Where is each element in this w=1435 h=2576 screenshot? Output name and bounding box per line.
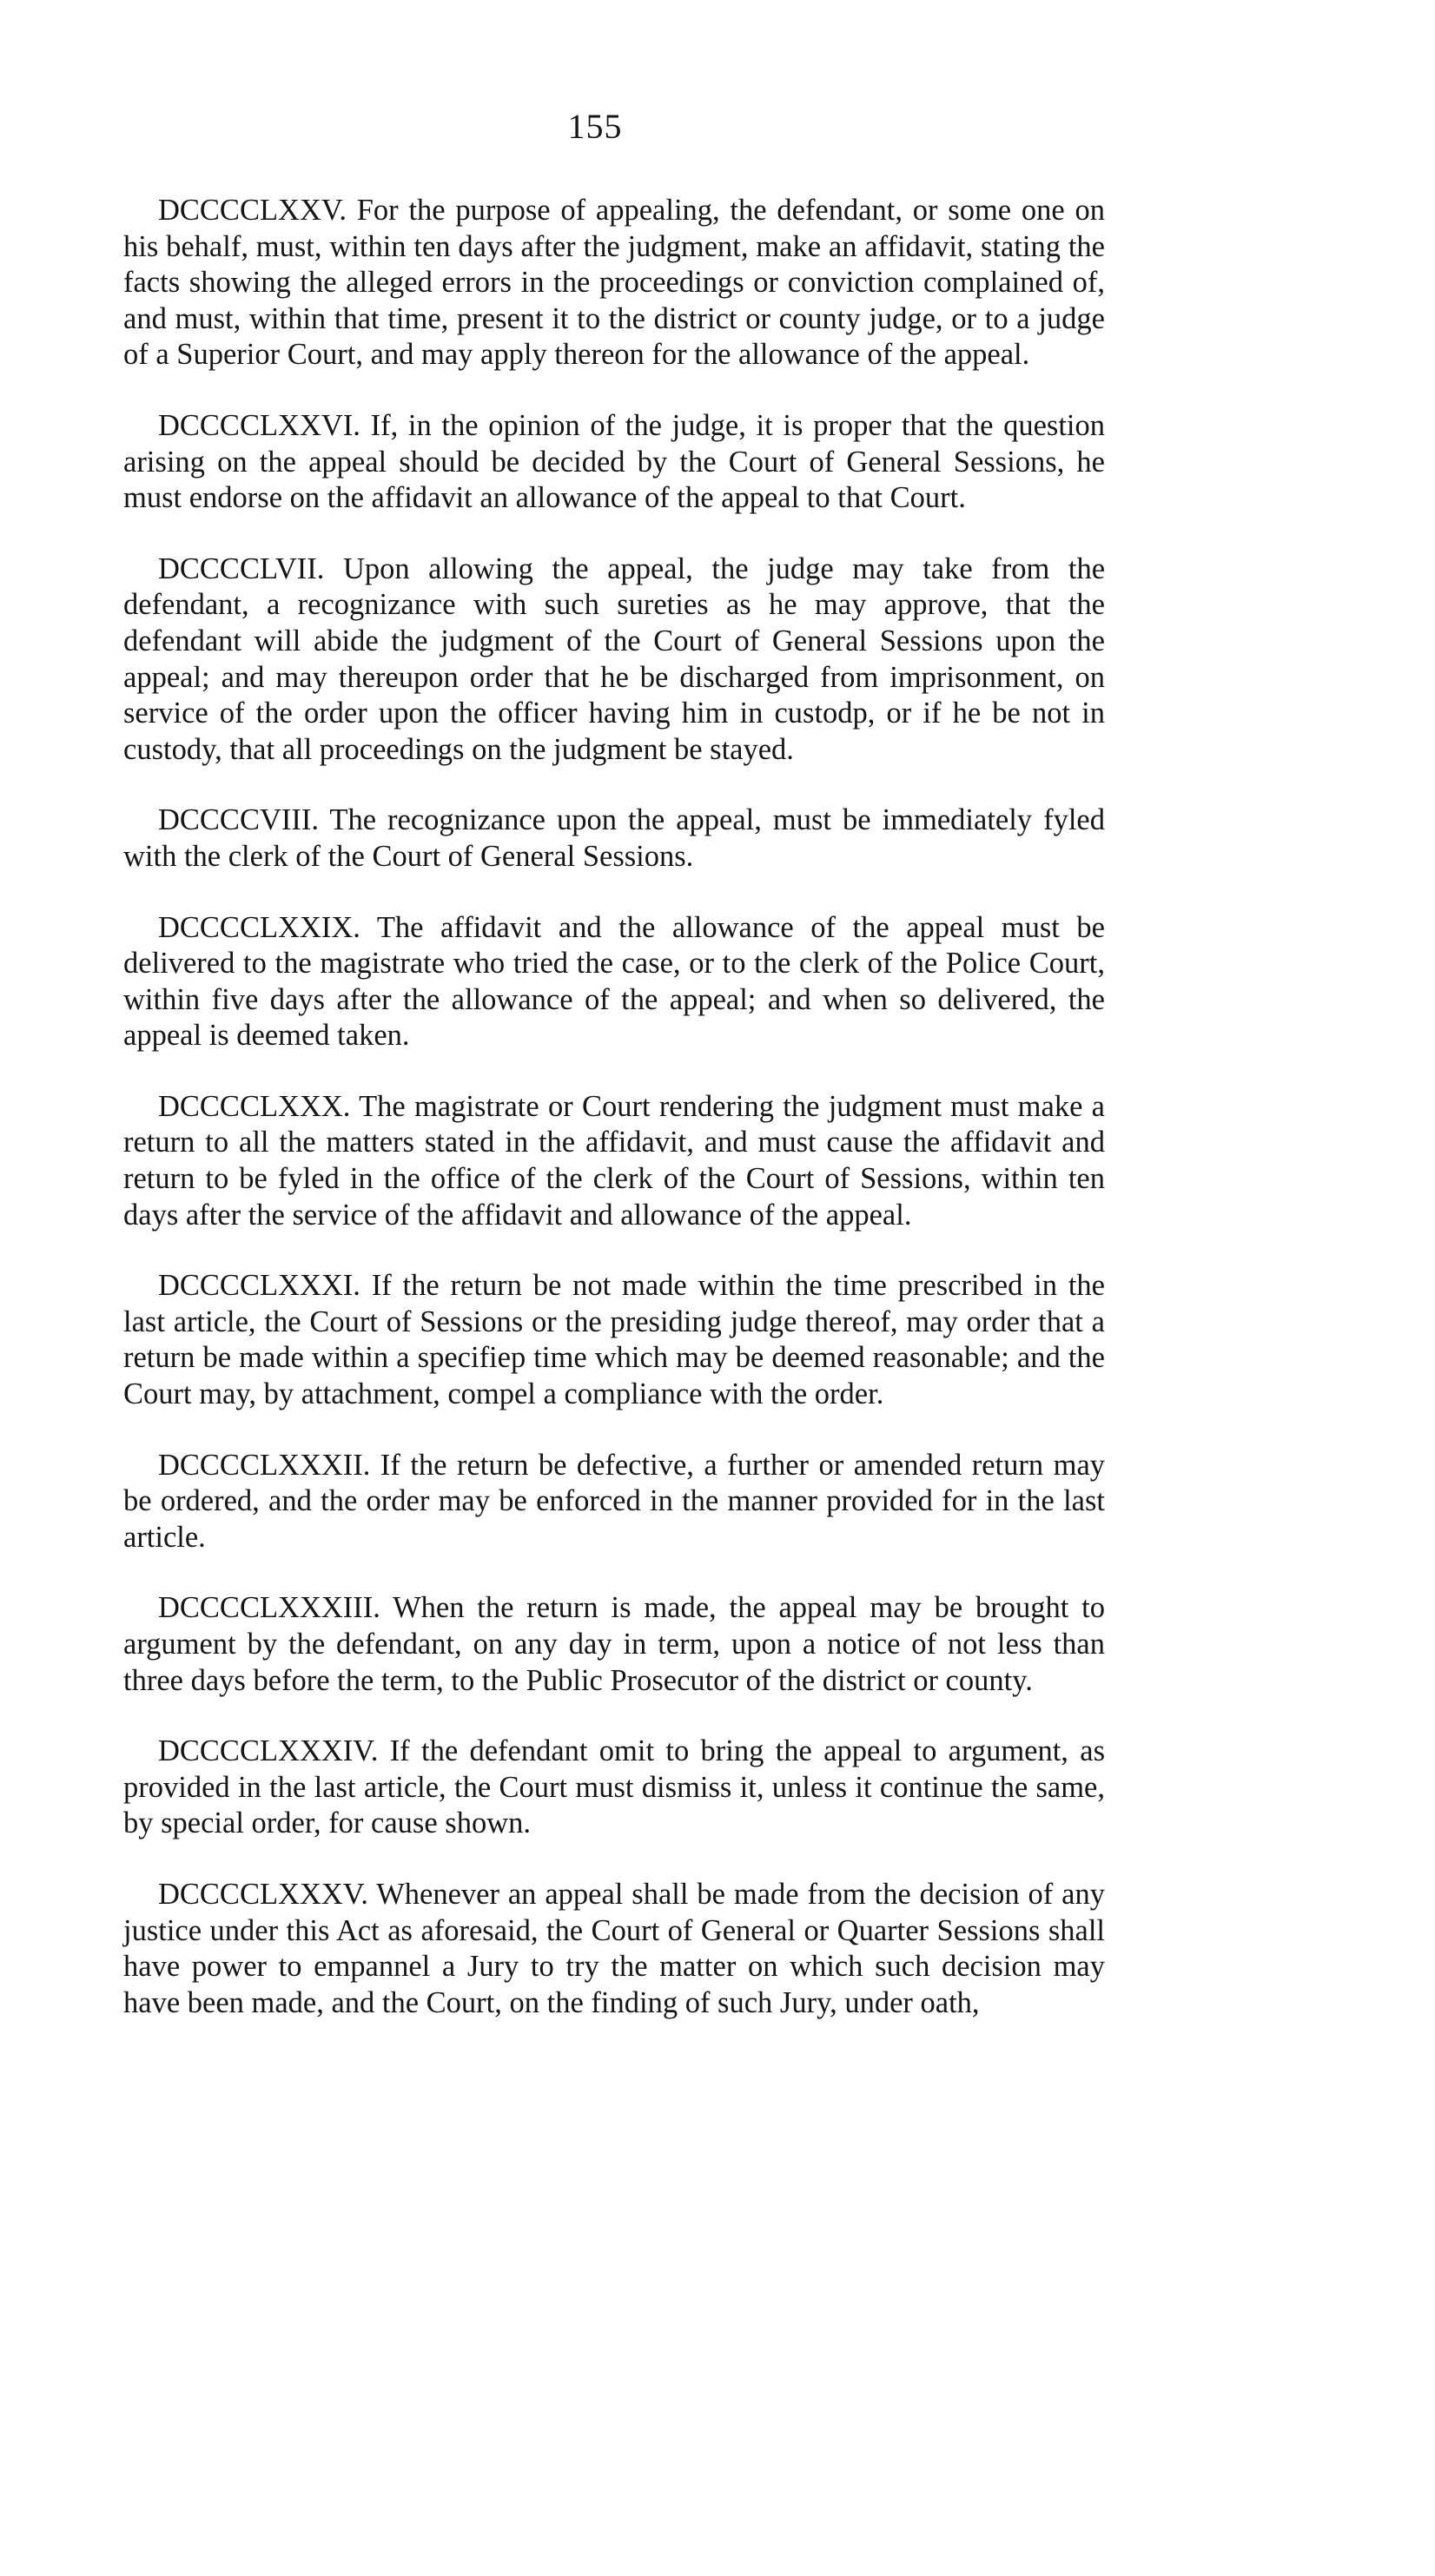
article-text: The recognizance upon the appeal, must be immediately fyled with the clerk of the Court of General Sessions. <box>123 803 1105 873</box>
article-text: Whenever an appeal shall be made from the decision of any justice under this Act as aforesaid, the Court of General or Quarter Sessions shall have power to empannel a Jury to try the matter on which such decision may have been made, and the Court, on the finding of such Jury, under oath, <box>123 1877 1105 2019</box>
article-numeral: DCCCCLXXV. <box>158 194 347 227</box>
article-numeral: DCCCCLXXXIV. <box>158 1734 379 1768</box>
article-numeral: DCCCCLXXXV. <box>158 1877 368 1911</box>
article-text: If the return be not made within the time prescribed in the last article, the Court of Sessions or the presiding judge thereof, may order that a return be made within a specifiep time which may be deemed reasonable; and the Court may, by attachment, compel a compliance with the order. <box>123 1269 1105 1411</box>
article-text: If, in the opinion of the judge, it is proper that the question arising on the appeal should be decided by the Court of General Sessions, he must endorse on the affidavit an allowance of the appeal to that Court. <box>123 408 1105 515</box>
article-numeral: DCCCCLXXXII. <box>158 1448 371 1482</box>
article-976 <box>123 408 1105 517</box>
article-text: The magistrate or Court rendering the judgment must make a return to all the matters stated in the affidavit, and must cause the affidavit and return to be fyled in the office of the clerk of the Court of Sessions, within ten days after the service of the affidavit and allowance of the appeal. <box>123 1089 1105 1232</box>
article-text: When the return is made, the appeal may be brought to argument by the defendant, on any day in term, upon a notice of not less than three days before the term, to the Public Prosecutor of the district or county. <box>123 1591 1105 1697</box>
article-list <box>123 193 1105 2056</box>
article-983 <box>123 1590 1105 1699</box>
article-numeral: DCCCCLXXIX. <box>158 910 360 944</box>
article-985 <box>123 1877 1105 2021</box>
article-numeral: DCCCCVIII. <box>158 803 319 837</box>
article-text: If the defendant omit to bring the appeal to argument, as provided in the last article, the Court must dismiss it, unless it continue the same, by special order, for cause shown. <box>123 1734 1105 1840</box>
article-numeral: DCCCCLXXXIII. <box>158 1591 380 1625</box>
article-text: The affidavit and the allowance of the appeal must be delivered to the magistrate who tried the case, or to the clerk of the Police Court, within five days after the allowance of the appeal; and when so delivered, the appeal is deemed taken. <box>123 910 1105 1053</box>
article-numeral: DCCCCLVII. <box>158 552 325 585</box>
article-numeral: DCCCCLXXXI. <box>158 1269 360 1303</box>
article-text: For the purpose of appealing, the defendant, or some one on his behalf, must, within ten days after the judgment, make an affidavit, stating the facts showing the alleged errors in the proceedings or conviction complained of, and must, within that time, present it to the district or county judge, or to a judge of a Superior Court, and may apply thereon for the allowance of the appeal. <box>123 194 1105 372</box>
article-text: If the return be defective, a further or amended return may be ordered, and the order may be enforced in the manner provided for in the last article. <box>123 1448 1106 1554</box>
article-978 <box>123 803 1105 875</box>
article-numeral: DCCCCLXXVI. <box>158 408 360 442</box>
page-number: 155 <box>567 107 623 146</box>
article-975 <box>123 193 1105 373</box>
article-982 <box>123 1448 1105 1556</box>
article-text: Upon allowing the appeal, the judge may take from the defendant, a recognizance with such sureties as he may approve, that the defendant will abide the judgment of the Court of General Sessions upon the appeal; and may thereupon order that he be discharged from imprisonment, on service of the order upon the officer having him in custodp, or if he be not in custody, that all proceedings on the judgment be stayed. <box>123 552 1106 766</box>
article-numeral: DCCCCLXXX. <box>158 1089 351 1123</box>
article-981 <box>123 1268 1105 1412</box>
article-980 <box>123 1089 1105 1233</box>
article-984 <box>123 1734 1105 1842</box>
article-979 <box>123 910 1105 1054</box>
article-977 <box>123 552 1105 769</box>
